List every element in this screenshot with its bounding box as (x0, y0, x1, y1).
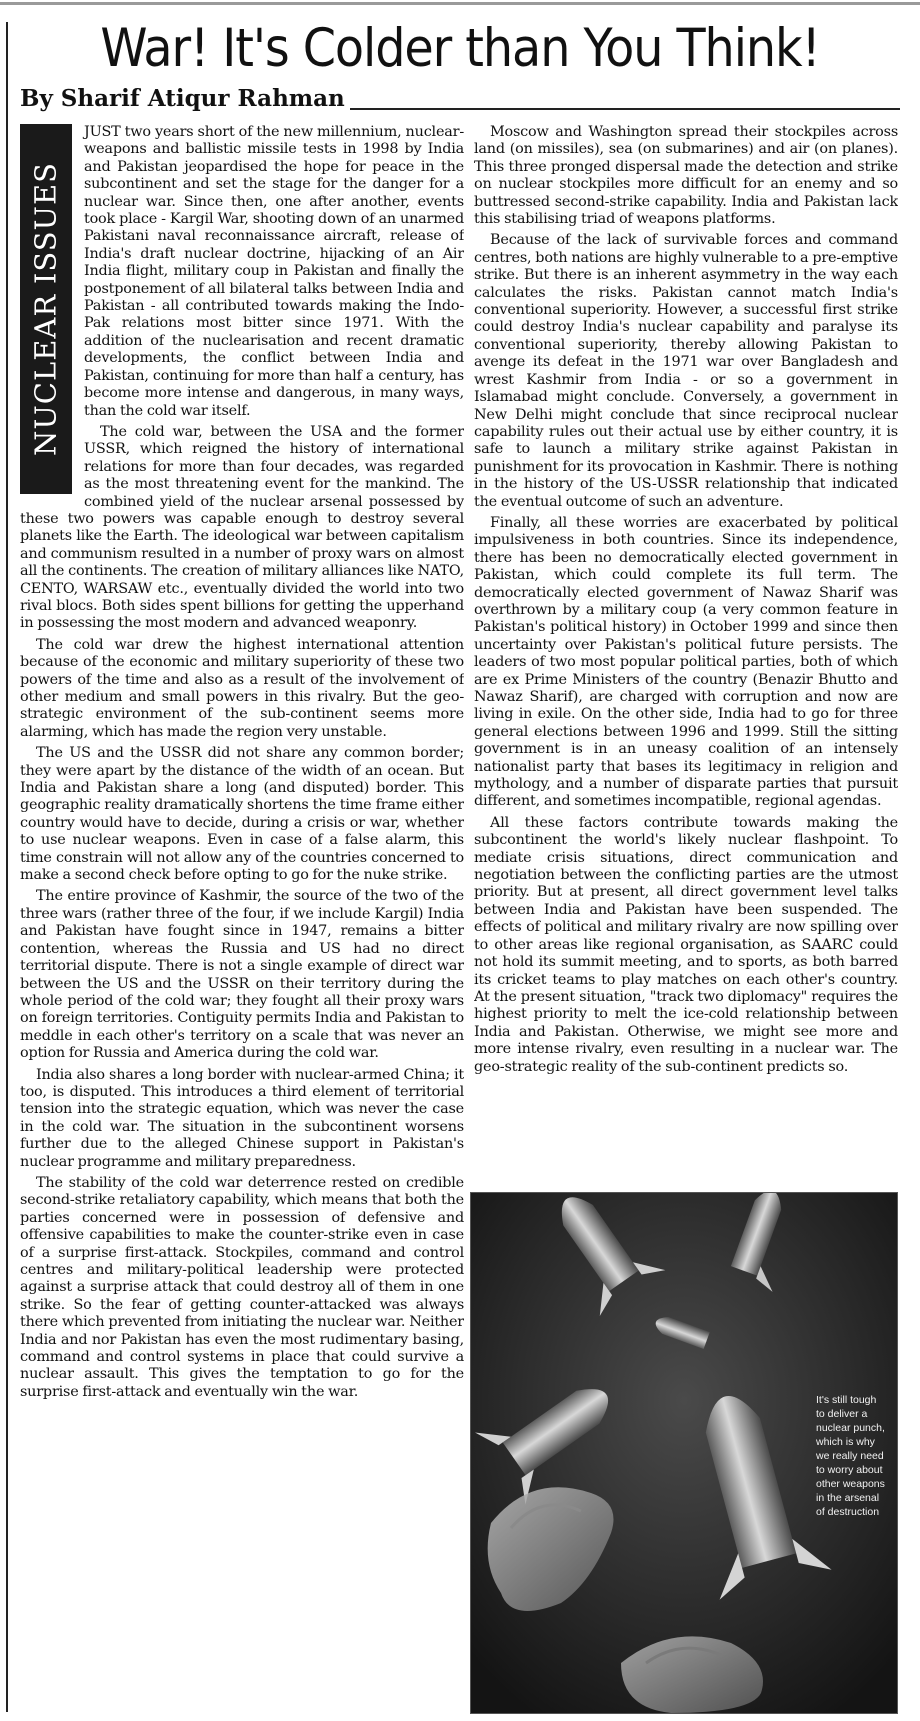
top-rule (0, 2, 920, 5)
left-rule (6, 22, 8, 1712)
paragraph: The stability of the cold war deterrence rested on credible second-strike retaliatory capability, which means that both the parties concerned were in possession of defensive and offensive capabilities to make the counter-strike even in case of a surprise first-attack. Stockpiles, command and control centres and military-political leadership were protected against a surprise attack that could destroy all of them in one strike. So the fear of getting counter-attacked was always there which prevented from initiating the nuclear war. Neither India and nor Pakistan has even the most rudimentary basing, command and control systems in place that could survive a nuclear assault. This gives the temptation to go for the surprise first-attack and eventually win the war. (20, 1174, 464, 1400)
photo-caption: It's still tough to deliver a nuclear punch, which is why we really need to worry about other weapons in the arsenal of destruction (816, 1394, 885, 1518)
paragraph: JUST two years short of the new millennium, nuclear-weapons and ballistic missile tests in 1998 by India and Pakistan jeopardised the hope for peace in the subcontinent and set the stage for the danger for a nuclear war. Since then, one after another, events took place - Kargil War, shooting down of an unarmed Pakistani naval reconnaissance aircraft, release of India's draft nuclear doctrine, hijacking of an Air India flight, military coup in Pakistan and finally the postponement of all bilateral talks between India and Pakistan - all contributed towards making the Indo-Pak relations most bitter since 1971. With the addition of the nuclearisation and recent dramatic developments, the conflict between India and Pakistan, continuing for more than half a century, has become more intense and dangerous, in many ways, than the cold war itself. (84, 124, 464, 419)
byline-rule (350, 108, 900, 110)
paragraph: All these factors contribute towards making the subcontinent the world's likely nuclear flashpoint. To mediate crisis situations, direct communication and negotiation between the conflicting parties are the utmost priority. But at present, all direct government level talks between India and Pakistan have been suspended. The effects of political and military rivalry are now spilling over to other areas like regional organisation, as SAARC could not hold its summit meeting, and to sports, as both barred its cricket teams to play matches on each other's country. At the present situation, "track two diplomacy" requires the highest priority to melt the ice-cold relationship between India and Pakistan. Otherwise, we might see more and more intense rivalry, even resulting in a nuclear war. The geo-strategic reality of the sub-continent predicts so. (474, 814, 898, 1075)
byline: By Sharif Atiqur Rahman (20, 85, 345, 112)
section-kicker (20, 124, 72, 494)
left-column (20, 124, 464, 1710)
paragraph: The cold war drew the highest international attention because of the economic and military superiority of these two powers of the time and also as a result of the involvement of other medium and small powers in this rivalry. But the geo-strategic environment of the sub-continent seems more alarming, which has made the region very unstable. (20, 636, 464, 740)
paragraph: Finally, all these worries are exacerbated by political impulsiveness in both countries. Since its independence, there has been no democratically elected government in Pakistan, which could complete its full term. The democratically elected government of Nawaz Sharif was overthrown by a military coup (a very common feature in Pakistan's political history) in October 1999 and since then uncertainty over Pakistan's political future persists. The leaders of two most popular political parties, both of which are ex Prime Ministers of the country (Benazir Bhutto and Nawaz Sharif), are charged with corruption and now are living in exile. On the other side, India had to go for three general elections between 1996 and 1999. Still the sitting government is in an uneasy coalition of an intensely nationalist party that bases its legitimacy in religion and mythology, and a number of disparate parties that pursuit different, and sometimes incompatible, regional agendas. (474, 514, 898, 810)
right-column (474, 124, 898, 1188)
paragraph: The entire province of Kashmir, the source of the two of the three wars (rather three of the four, if we include Kargil) India and Pakistan have fought since in 1947, remains a bitter contention, whereas the Russia and US had no direct territorial dispute. There is not a single example of direct war between the US and the USSR on their territory during the whole period of the cold war; they fought all their proxy wars on foreign territories. Contiguity permits India and Pakistan to meddle in each other's territory on a scale that was never an option for Russia and America during the cold war. (20, 888, 464, 1062)
paragraph: India also shares a long border with nuclear-armed China; it too, is disputed. This introduces a third element of territorial tension into the strategic equation, which was never the case in the cold war. The situation in the subcontinent worsens further due to the alleged Chinese support in Pakistan's nuclear programme and military preparedness. (20, 1066, 464, 1170)
paragraph: Moscow and Washington spread their stockpiles across land (on missiles), sea (on submarines) and air (on planes). This three pronged dispersal made the detection and strike on nuclear stockpiles more difficult for an enemy and so buttressed second-strike capability. India and Pakistan lack this stabilising triad of weapons platforms. (474, 124, 898, 228)
section-kicker-label: NUCLEAR ISSUES (28, 161, 63, 457)
paragraph: The US and the USSR did not share any common border; they were apart by the distance of the width of an ocean. But India and Pakistan share a long (and disputed) border. This geographic reality dramatically shortens the time frame either country would have to decide, during a crisis or war, whether to use nuclear weapons. Even in case of a false alarm, this time constrain will not allow any of the countries concerned to make a second check before opting to go for the nuke strike. (20, 745, 464, 884)
missiles-photo (470, 1192, 898, 1714)
paragraph: Because of the lack of survivable forces and command centres, both nations are highly vulnerable to a pre-emptive strike. But there is an inherent asymmetry in the way each calculates the risks. Pakistan cannot match India's conventional superiority. However, a successful first strike could destroy India's nuclear capability and paralyse its conventional superiority, thereby allowing Pakistan to avenge its defeat in the 1971 war over Bangladesh and wrest Kashmir from India - or so a government in Islamabad might conclude. Conversely, a government in New Delhi might conclude that since reciprocal nuclear capability rules out their actual use by either country, it is safe to launch a military strike against Pakistan in punishment for its provocation in Kashmir. There is nothing in the history of the US-USSR relationship that indicated the eventual outcome of such an adventure. (474, 232, 898, 510)
paragraph: The cold war, between the USA and the former USSR, which reigned the history of international relations for more than four decades, was regarded as the most threatening event for the mankind. The combined yield of the nuclear arsenal possessed by these two powers was capable enough to destroy several planets like the Earth. The ideological war between capitalism and communism resulted in a number of proxy wars on almost all the continents. The creation of military alliances like NATO, CENTO, WARSAW etc., eventually divided the world into two rival blocs. Both sides spent billions for getting the upperhand in possessing the most modern and advanced weaponry. (20, 423, 464, 632)
headline: War! It's Colder than You Think! (100, 18, 820, 79)
